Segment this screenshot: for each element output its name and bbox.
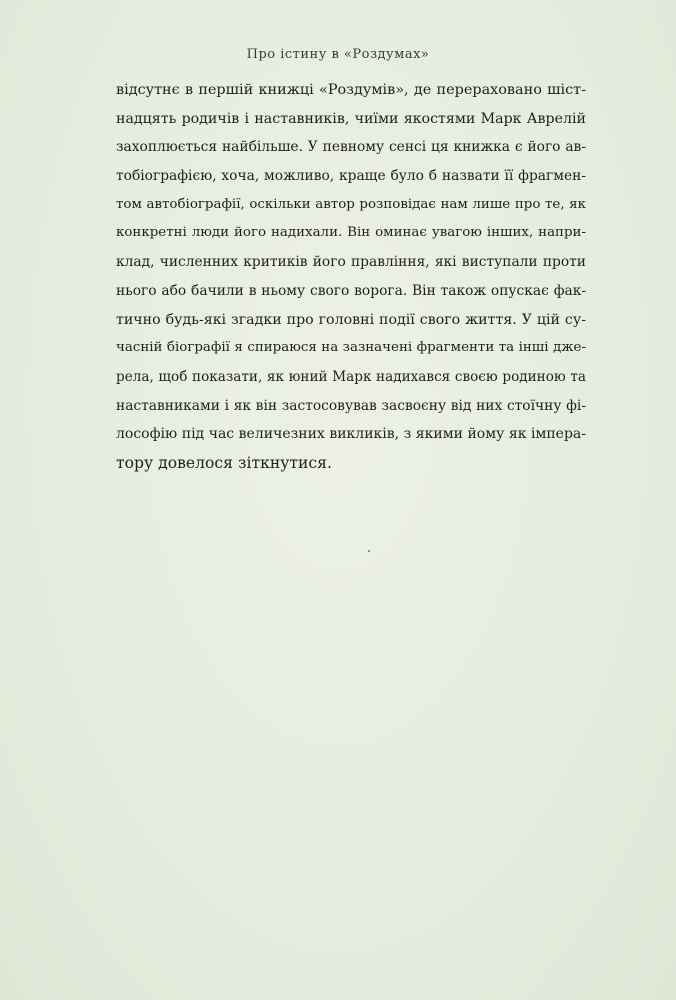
page-speck <box>368 550 370 552</box>
text-line: конкретні люди його надихали. Він оминає увагою інших, напри- <box>116 225 586 241</box>
text-line: лософію під час величезних викликів, з якими йому як імпера- <box>116 426 586 443</box>
running-header: Про істину в «Роздумах» <box>246 47 430 62</box>
text-line: наставниками і як він застосовував засвоєну від них стоїчну фі- <box>116 397 586 414</box>
text-line: відсутнє в першій книжці «Роздумів», де перераховано шіст- <box>116 82 586 98</box>
text-line: том автобіографії, оскільки автор розповідає нам лише про те, як <box>116 196 586 212</box>
text-line: часній біографії я спираюся на зазначені фрагменти та інші дже- <box>116 340 586 356</box>
text-line: тобіографією, хоча, можливо, краще було б назвати її фрагмен- <box>116 168 586 185</box>
text-line-last: тору довелося зіткнутися. <box>116 453 332 472</box>
text-line: рела, щоб показати, як юний Марк надихався своєю родиною та <box>116 368 586 385</box>
text-line: клад, численних критиків його правління, які виступали проти <box>116 254 586 271</box>
body-paragraph <box>116 76 586 478</box>
text-line: тично будь-які згадки про головні події свого життя. У цій су- <box>116 311 586 328</box>
text-line: нього або бачили в ньому свого ворога. Він також опускає фак- <box>116 282 586 299</box>
text-line: надцять родичів і наставників, чиїми якостями Марк Аврелій <box>116 110 586 127</box>
text-line: захоплюється найбільше. У певному сенсі ця книжка є його ав- <box>116 139 586 156</box>
